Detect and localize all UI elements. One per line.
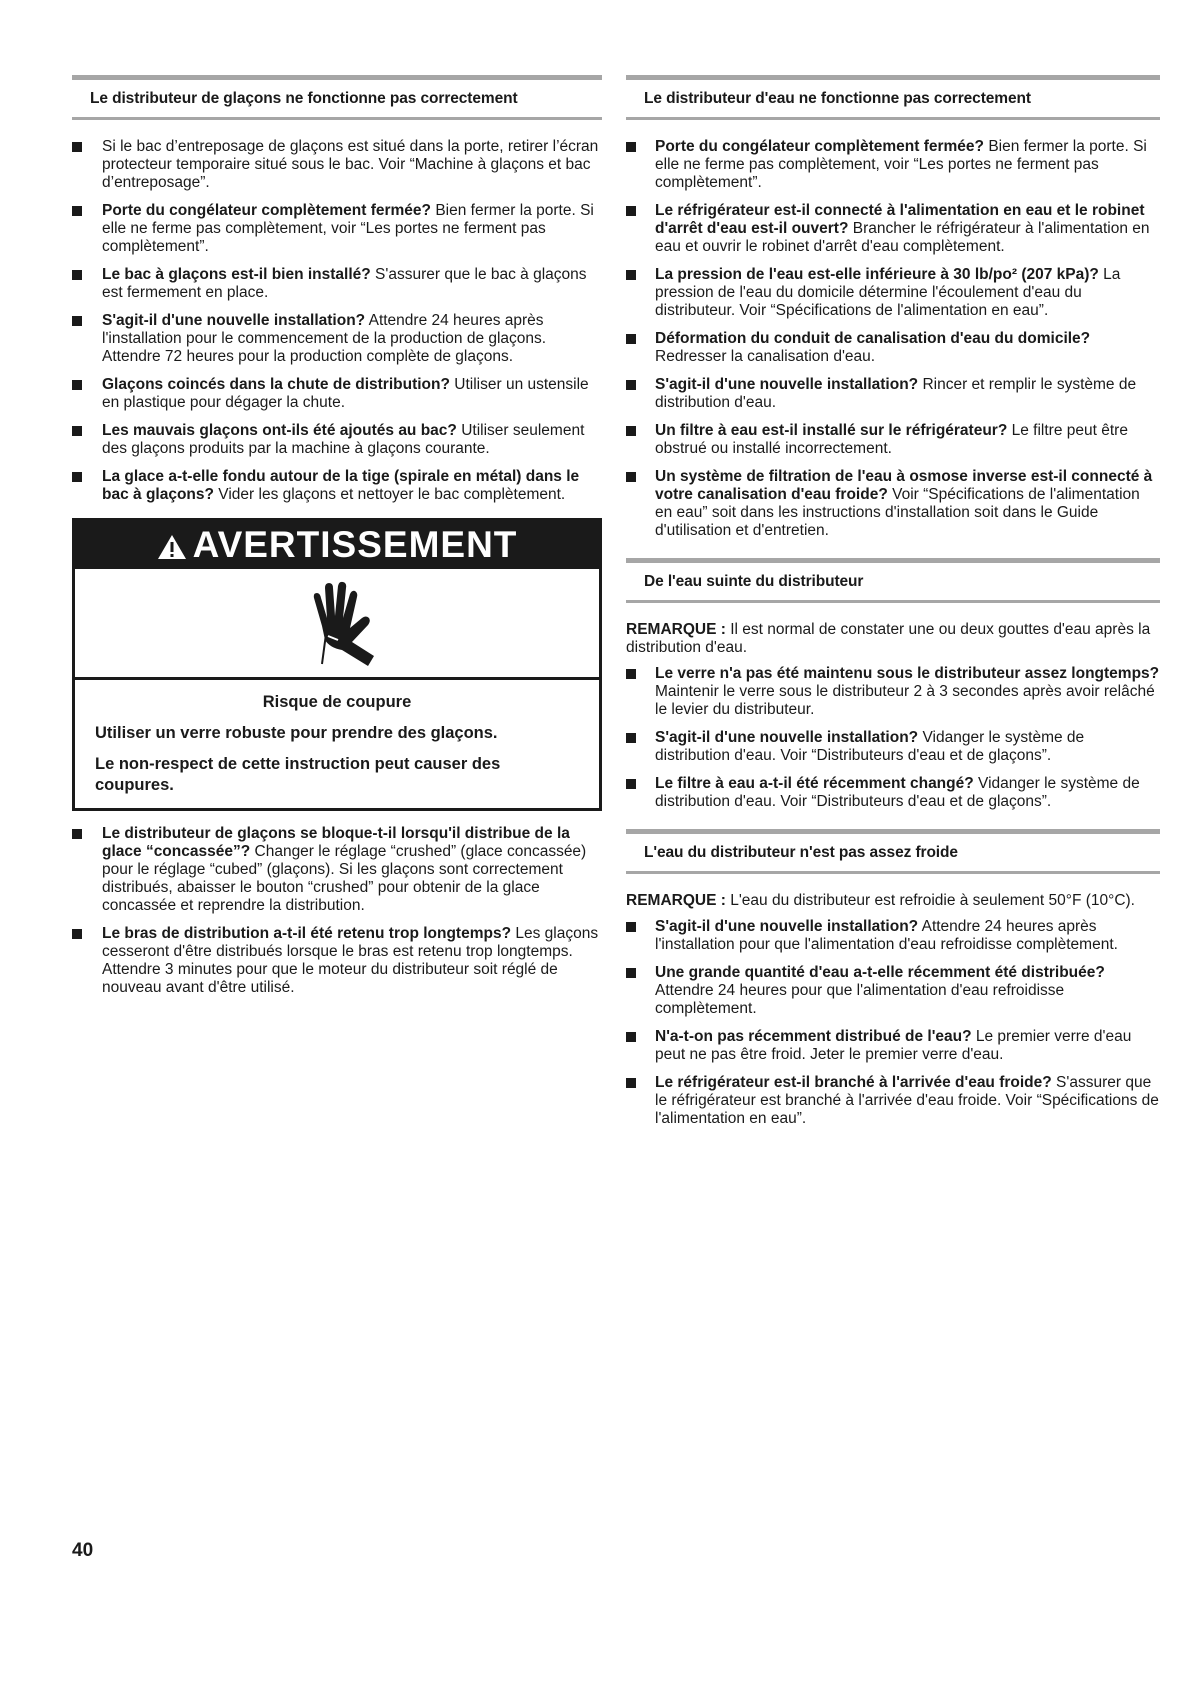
list-item: Glaçons coincés dans la chute de distribution? Utiliser un ustensile en plastique pour dégager la chute.	[72, 376, 602, 412]
list-item: Porte du congélateur complètement fermée? Bien fermer la porte. Si elle ne ferme pas complètement, voir “Les portes ne ferment pas complètement”.	[626, 138, 1160, 192]
warning-header	[75, 521, 599, 569]
list-item: Porte du congélateur complètement fermée? Bien fermer la porte. Si elle ne ferme pas complètement, voir “Les portes ne ferment pas complètement”.	[72, 202, 602, 256]
list-item: Les mauvais glaçons ont-ils été ajoutés au bac? Utiliser seulement des glaçons produits par la machine à glaçons courante.	[72, 422, 602, 458]
list-item: Une grande quantité d'eau a-t-elle récemment été distribuée? Attendre 24 heures pour que l'alimentation d'eau refroidisse complètement.	[626, 964, 1160, 1018]
list-item: Le verre n'a pas été maintenu sous le distributeur assez longtemps? Maintenir le verre sous le distributeur 2 à 3 secondes après avoir relâché le levier du distributeur.	[626, 665, 1160, 719]
hand-cut-icon	[292, 578, 382, 668]
note-water-leak: REMARQUE : Il est normal de constater une ou deux gouttes d'eau après la distribution d'eau.	[626, 621, 1151, 656]
warning-triangle-icon	[157, 533, 187, 561]
water-leak-list	[626, 665, 1160, 811]
water-not-cold-list	[626, 918, 1160, 1128]
list-item: Le bras de distribution a-t-il été retenu trop longtemps? Les glaçons cesseront d'être distribués lorsque le bras est retenu trop longtemps. Attendre 3 minutes pour que le moteur du distributeur soit réglé de nouveau avant d'être utilisé.	[72, 925, 602, 997]
list-item: S'agit-il d'une nouvelle installation? Rincer et remplir le système de distribution d'eau.	[626, 376, 1160, 412]
warning-pictogram	[75, 569, 599, 680]
list-item: S'agit-il d'une nouvelle installation? Attendre 24 heures après l'installation pour le commencement de la production de glaçons. Attendre 72 heures pour la production complète de glaçons.	[72, 312, 602, 366]
warning-line-2: Le non-respect de cette instruction peut causer des coupures.	[95, 755, 501, 794]
note-water-temp: REMARQUE : L'eau du distributeur est refroidie à seulement 50°F (10°C).	[626, 892, 1135, 909]
list-item: S'agit-il d'une nouvelle installation? Vidanger le système de distribution d'eau. Voir “Distributeurs d'eau et de glaçons”.	[626, 729, 1160, 765]
list-item: La glace a-t-elle fondu autour de la tige (spirale en métal) dans le bac à glaçons? Vider les glaçons et nettoyer le bac complètement.	[72, 468, 602, 504]
warning-title: AVERTISSEMENT	[192, 524, 518, 565]
ice-dispenser-list	[72, 138, 602, 504]
list-item: Déformation du conduit de canalisation d'eau du domicile? Redresser la canalisation d'eau.	[626, 330, 1160, 366]
section-heading-water-not-cold: L'eau du distributeur n'est pas assez froide	[626, 829, 1160, 874]
list-item: Un système de filtration de l'eau à osmose inverse est-il connecté à votre canalisation d'eau froide? Voir “Spécifications de l'alimentation en eau” soit dans les instructions d'installation soit dans le Guide d'utilisation et d'entretien.	[626, 468, 1160, 540]
warning-body	[75, 680, 599, 808]
list-item: Le réfrigérateur est-il branché à l'arrivée d'eau froide? S'assurer que le réfrigérateur est branché à l'arrivée d'eau froide. Voir “Spécifications de l'alimentation en eau”.	[626, 1074, 1160, 1128]
left-column	[72, 75, 602, 1007]
list-item: La pression de l'eau est-elle inférieure à 30 lb/po² (207 kPa)? La pression de l'eau du domicile détermine l'écoulement d'eau du distributeur. Voir “Spécifications de l'alimentation en eau”.	[626, 266, 1160, 320]
list-item: Le réfrigérateur est-il connecté à l'alimentation en eau et le robinet d'arrêt d'eau est-il ouvert? Brancher le réfrigérateur à l'alimentation en eau et ouvrir le robinet d'arrêt d'eau complètement.	[626, 202, 1160, 256]
list-item: Le distributeur de glaçons se bloque-t-il lorsqu'il distribue de la glace “concassée”? Changer le réglage “crushed” (glace concassée) pour le réglage “cubed” (glaçons). Si les glaçons sont correctement distribués, abaisser le bouton “crushed” pour obtenir de la glace concassée et reprendre la distribution.	[72, 825, 602, 915]
right-column	[626, 75, 1160, 1138]
list-item: S'agit-il d'une nouvelle installation? Attendre 24 heures après l'installation pour que l'alimentation d'eau refroidisse complètement.	[626, 918, 1160, 954]
section-heading-water-leak: De l'eau suinte du distributeur	[626, 558, 1160, 603]
list-item: Si le bac d’entreposage de glaçons est situé dans la porte, retirer l’écran protecteur temporaire situé sous le bac. Voir “Machine à glaçons et bac d’entreposage”.	[72, 138, 602, 192]
warning-risk: Risque de coupure	[262, 693, 412, 711]
list-item: Un filtre à eau est-il installé sur le réfrigérateur? Le filtre peut être obstrué ou installé incorrectement.	[626, 422, 1160, 458]
warning-box	[72, 518, 602, 811]
warning-line-1: Utiliser un verre robuste pour prendre des glaçons.	[95, 724, 498, 742]
list-item: Le filtre à eau a-t-il été récemment changé? Vidanger le système de distribution d'eau. Voir “Distributeurs d'eau et de glaçons”.	[626, 775, 1160, 811]
ice-dispenser-list-continued	[72, 825, 602, 997]
water-dispenser-list	[626, 138, 1160, 540]
list-item: Le bac à glaçons est-il bien installé? S'assurer que le bac à glaçons est fermement en place.	[72, 266, 602, 302]
page-number: 40	[72, 1540, 94, 1561]
list-item: N'a-t-on pas récemment distribué de l'eau? Le premier verre d'eau peut ne pas être froid. Jeter le premier verre d'eau.	[626, 1028, 1160, 1064]
section-heading-ice-dispenser: Le distributeur de glaçons ne fonctionne pas correctement	[72, 75, 602, 120]
section-heading-water-dispenser: Le distributeur d'eau ne fonctionne pas correctement	[626, 75, 1160, 120]
